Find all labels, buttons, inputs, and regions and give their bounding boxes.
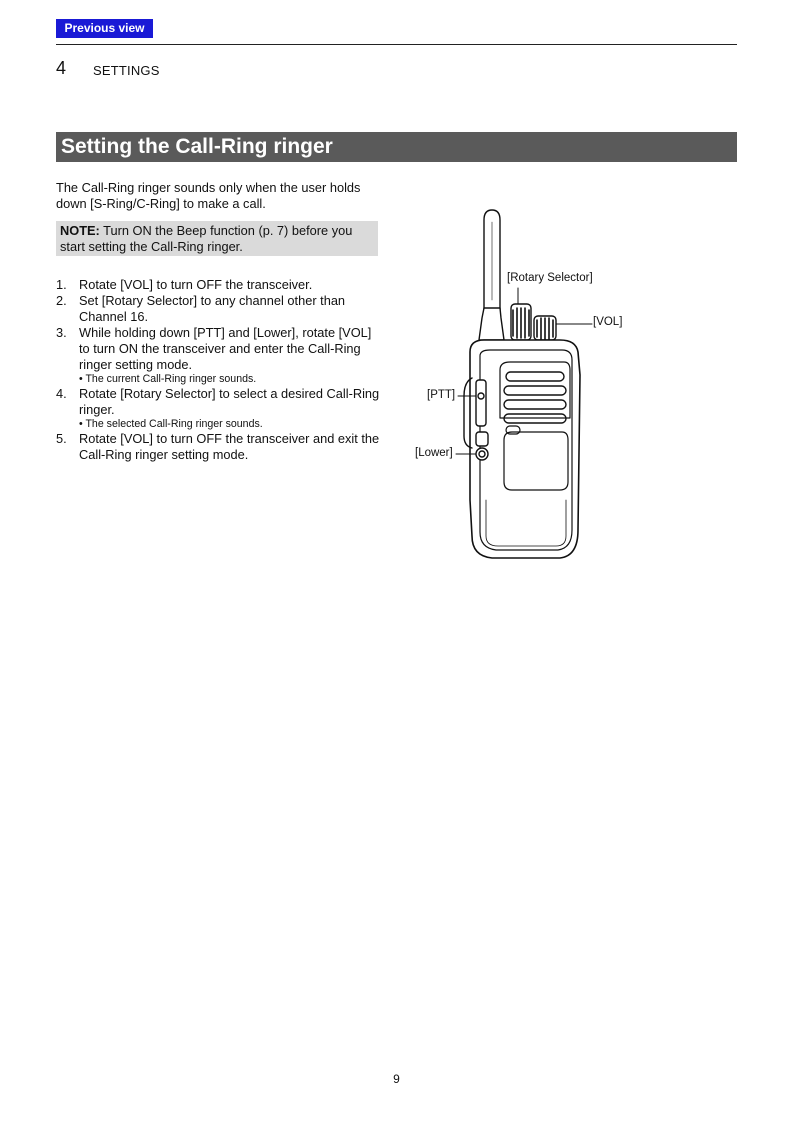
step-text: Rotate [Rotary Selector] to select a desired Call-Ring ringer.	[79, 386, 380, 417]
steps-list	[56, 277, 381, 463]
rotary-selector-label: [Rotary Selector]	[507, 272, 593, 284]
step-item	[56, 277, 381, 293]
note-body: Turn ON the Beep function (p. 7) before you start setting the Call-Ring ringer.	[60, 223, 353, 254]
transceiver-figure	[400, 200, 660, 570]
vol-label: [VOL]	[593, 316, 623, 328]
chapter-title: SETTINGS	[93, 63, 160, 78]
previous-view-button[interactable]: Previous view	[56, 19, 153, 38]
step-text: Set [Rotary Selector] to any channel other than Channel 16.	[79, 293, 346, 324]
section-title: Setting the Call-Ring ringer	[61, 135, 333, 158]
transceiver-drawing	[400, 200, 660, 570]
ptt-label: [PTT]	[427, 389, 456, 401]
step-number: 2.	[56, 293, 67, 308]
note-label: NOTE:	[60, 223, 100, 238]
note-box	[56, 221, 378, 256]
lower-label: [Lower]	[415, 447, 453, 459]
step-number: 4.	[56, 386, 67, 401]
intro-paragraph: The Call-Ring ringer sounds only when the user holds down [S-Ring/C-Ring] to make a call.	[56, 180, 361, 211]
section-heading-bar	[56, 132, 737, 162]
note-text	[60, 223, 378, 255]
step-subnote: • The current Call-Ring ringer sounds.	[79, 373, 257, 385]
step-subnote: • The selected Call-Ring ringer sounds.	[79, 418, 263, 430]
step-number: 3.	[56, 325, 67, 340]
step-item	[56, 293, 381, 325]
step-item	[56, 386, 381, 431]
header-rule	[56, 44, 737, 45]
step-item	[56, 325, 381, 386]
step-item	[56, 431, 381, 463]
step-text: Rotate [VOL] to turn OFF the transceiver and exit the Call-Ring ringer setting mode.	[79, 431, 380, 462]
page-number: 9	[393, 1072, 400, 1086]
step-text: While holding down [PTT] and [Lower], rotate [VOL] to turn ON the transceiver and enter the Call-Ring ringer setting mode.	[79, 325, 372, 372]
step-number: 5.	[56, 431, 67, 446]
step-number: 1.	[56, 277, 67, 292]
step-text: Rotate [VOL] to turn OFF the transceiver.	[79, 277, 313, 292]
chapter-number: 4	[56, 58, 67, 78]
